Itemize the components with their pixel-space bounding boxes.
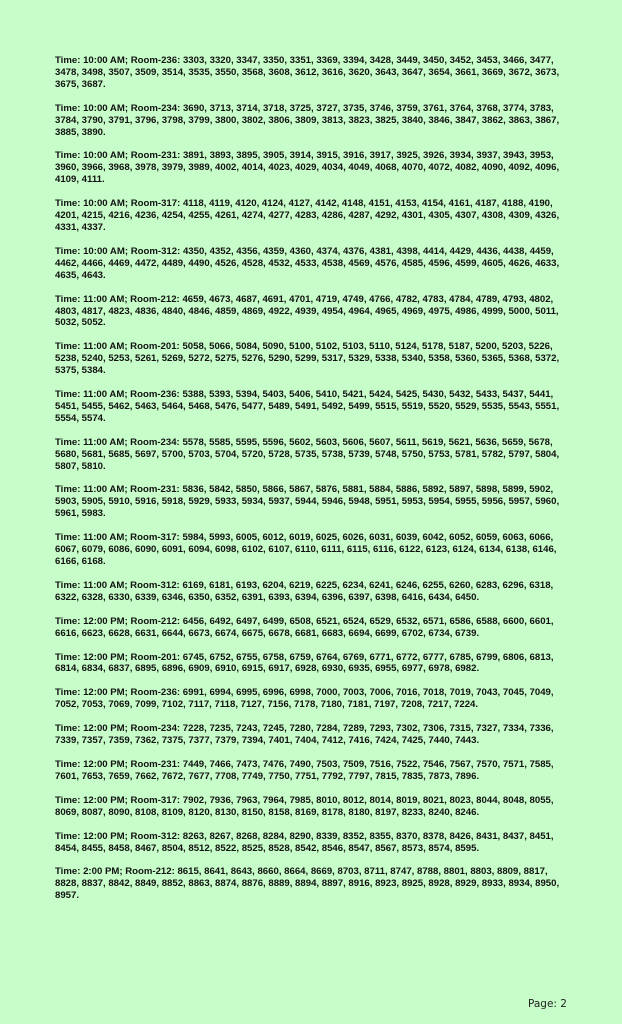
entry-number-list: 7449, 7466, 7473, 7476, 7490, 7503, 7509, 7516, 7522, 7546, 7567, 7570, 7571, 7585, 7601, 7653, 7659, 7662, 7672, 7677, 7708, 7749, 7750, 7751, 7792, 7797, 7815, 7835, 7873, 7896. <box>55 758 554 782</box>
entry-time-room-label: Time: 12:00 PM; Room-312: <box>55 830 181 842</box>
page-number: Page: 2 <box>528 998 567 1010</box>
entry-number-list: 5058, 5066, 5084, 5090, 5100, 5102, 5103, 5110, 5124, 5178, 5187, 5200, 5203, 5226, 5238, 5240, 5253, 5261, 5269, 5272, 5275, 5276, 5290, 5299, 5317, 5329, 5338, 5340, 5358, 5360, 5365, 5368, 5372, 5375, 5384. <box>55 341 560 377</box>
entry-number-list: 5388, 5393, 5394, 5403, 5406, 5410, 5421, 5424, 5425, 5430, 5432, 5433, 5437, 5441, 5451, 5455, 5462, 5463, 5464, 5468, 5476, 5477, 5489, 5491, 5492, 5499, 5515, 5519, 5520, 5529, 5535, 5543, 5551, 5554, 5574. <box>55 389 560 424</box>
entry-number-list: 8263, 8267, 8268, 8284, 8290, 8339, 8352, 8355, 8370, 8378, 8426, 8431, 8437, 8451, 8454, 8455, 8458, 8467, 8504, 8512, 8522, 8525, 8528, 8542, 8546, 8547, 8567, 8573, 8574, 8595. <box>55 830 554 854</box>
entry-number-list: 6456, 6492, 6497, 6499, 6508, 6521, 6524, 6529, 6532, 6571, 6586, 6588, 6600, 6601, 6616, 6623, 6628, 6631, 6644, 6673, 6674, 6675, 6678, 6681, 6683, 6694, 6699, 6702, 6734, 6739. <box>55 615 554 639</box>
entry-number-list: 5578, 5585, 5595, 5596, 5602, 5603, 5606, 5607, 5611, 5619, 5621, 5636, 5659, 5678, 5680, 5681, 5685, 5697, 5700, 5703, 5704, 5720, 5728, 5735, 5738, 5739, 5748, 5750, 5753, 5781, 5782, 5797, 5804, 5807, 5810. <box>55 436 560 472</box>
schedule-entry <box>55 532 573 568</box>
entry-time-room-label: Time: 12:00 PM; Room-234: <box>55 723 181 735</box>
entry-number-list: 3891, 3893, 3895, 3905, 3914, 3915, 3916, 3917, 3925, 3926, 3934, 3937, 3943, 3953, 3960, 3966, 3968, 3978, 3979, 3989, 4002, 4014, 4023, 4029, 4034, 4049, 4068, 4070, 4072, 4082, 4090, 4092, 4096, 4109, 4111. <box>55 150 560 186</box>
schedule-entry <box>55 687 573 711</box>
schedule-entry <box>55 294 573 330</box>
entry-time-room-label: Time: 10:00 AM; Room-317: <box>55 198 181 210</box>
entry-time-room-label: Time: 12:00 PM; Room-317: <box>55 794 181 806</box>
entry-time-room-label: Time: 11:00 AM; Room-312: <box>55 579 180 591</box>
entry-number-list: 8615, 8641, 8643, 8660, 8664, 8669, 8703, 8711, 8747, 8788, 8801, 8803, 8809, 8817, 8828, 8837, 8842, 8849, 8852, 8863, 8874, 8876, 8889, 8894, 8897, 8916, 8923, 8925, 8928, 8929, 8933, 8934, 8950, 8957. <box>55 866 560 902</box>
entry-time-room-label: Time: 10:00 AM; Room-234: <box>55 102 181 114</box>
entry-time-room-label: Time: 10:00 AM; Room-312: <box>55 245 181 257</box>
entry-number-list: 4350, 4352, 4356, 4359, 4360, 4374, 4376, 4381, 4398, 4414, 4429, 4436, 4438, 4459, 4462, 4466, 4469, 4472, 4489, 4490, 4526, 4528, 4532, 4533, 4538, 4569, 4576, 4585, 4596, 4599, 4605, 4626, 4633, 4635, 4643. <box>55 245 560 281</box>
entry-number-list: 6991, 6994, 6995, 6996, 6998, 7000, 7003, 7006, 7016, 7018, 7019, 7043, 7045, 7049, 7052, 7053, 7069, 7099, 7102, 7117, 7118, 7127, 7156, 7178, 7180, 7181, 7197, 7208, 7217, 7224. <box>55 687 554 711</box>
entry-time-room-label: Time: 12:00 PM; Room-212: <box>55 615 181 627</box>
schedule-entry <box>55 389 573 425</box>
schedule-entry <box>55 150 573 186</box>
schedule-list <box>55 55 573 914</box>
entry-number-list: 5836, 5842, 5850, 5866, 5867, 5876, 5881, 5884, 5886, 5892, 5897, 5898, 5899, 5902, 5903, 5905, 5910, 5916, 5918, 5929, 5933, 5934, 5937, 5944, 5946, 5948, 5951, 5953, 5954, 5955, 5956, 5957, 5960, 5961, 5983. <box>55 484 560 520</box>
entry-time-room-label: Time: 11:00 AM; Room-234: <box>55 436 180 448</box>
entry-time-room-label: Time: 11:00 AM; Room-236: <box>55 389 180 401</box>
schedule-entry <box>55 652 573 676</box>
entry-number-list: 6745, 6752, 6755, 6758, 6759, 6764, 6769, 6771, 6772, 6777, 6785, 6799, 6806, 6813, 6814, 6834, 6837, 6895, 6896, 6909, 6910, 6915, 6917, 6928, 6930, 6935, 6955, 6977, 6978, 6982. <box>55 651 554 675</box>
schedule-entry <box>55 580 573 604</box>
entry-number-list: 4659, 4673, 4687, 4691, 4701, 4719, 4749, 4766, 4782, 4783, 4784, 4789, 4793, 4802, 4803, 4817, 4823, 4836, 4840, 4846, 4859, 4869, 4922, 4939, 4954, 4964, 4965, 4969, 4975, 4986, 4999, 5000, 5011, 5032, 5052. <box>55 293 559 329</box>
entry-number-list: 7228, 7235, 7243, 7245, 7280, 7284, 7289, 7293, 7302, 7306, 7315, 7327, 7334, 7336, 7339, 7357, 7359, 7362, 7375, 7377, 7379, 7394, 7401, 7404, 7412, 7416, 7424, 7425, 7440, 7443. <box>55 723 554 747</box>
entry-time-room-label: Time: 11:00 AM; Room-231: <box>55 484 180 496</box>
entry-time-room-label: Time: 11:00 AM; Room-201: <box>55 341 180 353</box>
schedule-entry <box>55 103 573 139</box>
entry-time-room-label: Time: 10:00 AM; Room-231: <box>55 150 181 162</box>
schedule-entry <box>55 437 573 473</box>
entry-time-room-label: Time: 12:00 PM; Room-231: <box>55 758 181 770</box>
schedule-entry <box>55 246 573 282</box>
entry-number-list: 7902, 7936, 7963, 7964, 7985, 8010, 8012, 8014, 8019, 8021, 8023, 8044, 8048, 8055, 8069, 8087, 8090, 8108, 8109, 8120, 8130, 8150, 8158, 8169, 8178, 8180, 8197, 8233, 8240, 8246. <box>55 794 554 818</box>
schedule-entry <box>55 723 573 747</box>
entry-time-room-label: Time: 12:00 PM; Room-201: <box>55 651 181 663</box>
schedule-entry <box>55 795 573 819</box>
schedule-entry <box>55 866 573 902</box>
schedule-entry <box>55 759 573 783</box>
schedule-entry <box>55 198 573 234</box>
entry-number-list: 3303, 3320, 3347, 3350, 3351, 3369, 3394, 3428, 3449, 3450, 3452, 3453, 3466, 3477, 3478, 3498, 3507, 3509, 3514, 3535, 3550, 3568, 3608, 3612, 3616, 3620, 3643, 3647, 3654, 3661, 3669, 3672, 3673, 3675, 3687. <box>55 55 560 90</box>
entry-number-list: 5984, 5993, 6005, 6012, 6019, 6025, 6026, 6031, 6039, 6042, 6052, 6059, 6063, 6066, 6067, 6079, 6086, 6090, 6091, 6094, 6098, 6102, 6107, 6110, 6111, 6115, 6116, 6122, 6123, 6124, 6134, 6138, 6146, 6166, 6168. <box>55 532 557 567</box>
schedule-entry <box>55 341 573 377</box>
entry-time-room-label: Time: 11:00 AM; Room-317: <box>55 532 180 544</box>
schedule-entry <box>55 484 573 520</box>
schedule-entry <box>55 616 573 640</box>
entry-time-room-label: Time: 11:00 AM; Room-212: <box>55 293 180 305</box>
entry-time-room-label: Time: 12:00 PM; Room-236: <box>55 687 181 699</box>
entry-number-list: 6169, 6181, 6193, 6204, 6219, 6225, 6234, 6241, 6246, 6255, 6260, 6283, 6296, 6318, 6322, 6328, 6330, 6339, 6346, 6350, 6352, 6391, 6393, 6394, 6396, 6397, 6398, 6416, 6434, 6450. <box>55 579 554 603</box>
entry-time-room-label: Time: 2:00 PM; Room-212: <box>55 866 175 878</box>
entry-number-list: 4118, 4119, 4120, 4124, 4127, 4142, 4148, 4151, 4153, 4154, 4161, 4187, 4188, 4190, 4201, 4215, 4216, 4236, 4254, 4255, 4261, 4274, 4277, 4283, 4286, 4287, 4292, 4301, 4305, 4307, 4308, 4309, 4326, 4331, 4337. <box>55 198 560 233</box>
entry-number-list: 3690, 3713, 3714, 3718, 3725, 3727, 3735, 3746, 3759, 3761, 3764, 3768, 3774, 3783, 3784, 3790, 3791, 3796, 3798, 3799, 3800, 3802, 3806, 3809, 3813, 3823, 3825, 3840, 3846, 3847, 3862, 3863, 3867, 3885, 3890. <box>55 102 560 138</box>
entry-time-room-label: Time: 10:00 AM; Room-236: <box>55 55 181 66</box>
schedule-entry <box>55 55 573 91</box>
schedule-entry <box>55 831 573 855</box>
